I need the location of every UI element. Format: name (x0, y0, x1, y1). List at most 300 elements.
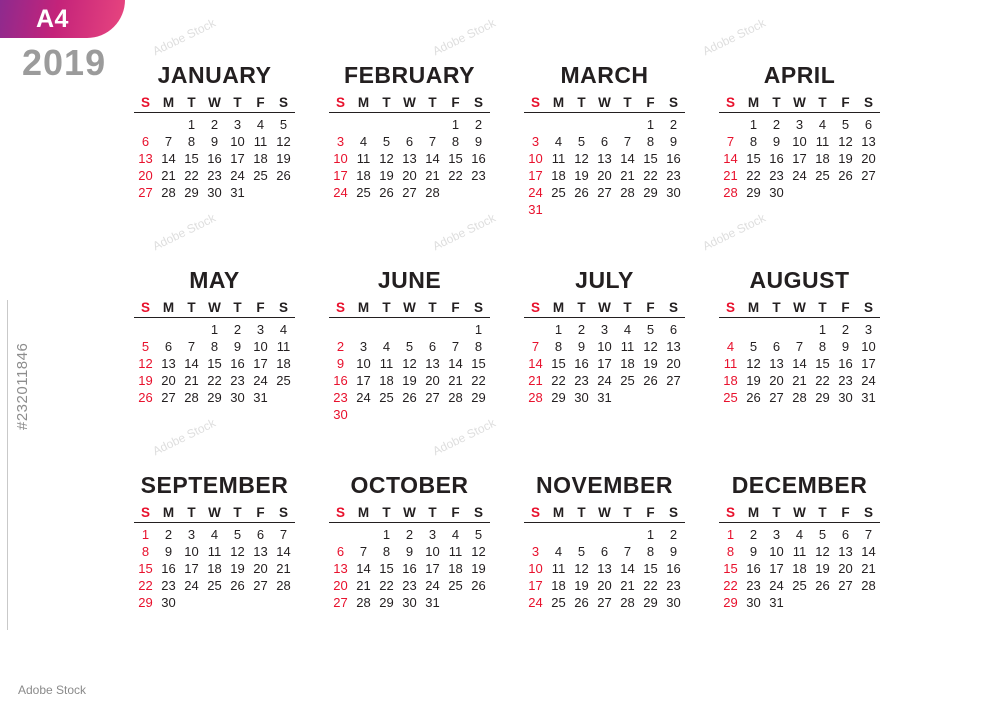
weekday-header-cell: T (233, 300, 242, 315)
weekday-header-cell: M (162, 505, 175, 520)
day-cell: 28 (792, 390, 807, 405)
day-cell: 30 (769, 185, 784, 200)
day-cell: 9 (772, 134, 781, 149)
day-cell-empty (375, 116, 398, 133)
weekday-header-cell: W (208, 95, 221, 110)
day-cell: 3 (428, 527, 437, 542)
day-cell: 25 (815, 168, 830, 183)
day-cell: 15 (723, 561, 738, 576)
day-cell: 4 (279, 322, 288, 337)
weekday-header-cell: W (208, 505, 221, 520)
day-cell: 2 (577, 322, 586, 337)
day-cell: 2 (474, 117, 483, 132)
day-cell: 1 (726, 527, 735, 542)
day-cell: 7 (279, 527, 288, 542)
day-cell: 28 (528, 390, 543, 405)
day-cell-empty (352, 116, 375, 133)
day-cell: 10 (792, 134, 807, 149)
day-cell: 24 (792, 168, 807, 183)
day-cell: 21 (528, 373, 543, 388)
weekday-header-cell: F (646, 505, 655, 520)
day-cell: 31 (861, 390, 876, 405)
day-cell: 1 (451, 117, 460, 132)
day-cell: 26 (815, 578, 830, 593)
weekday-header-cell: M (552, 300, 565, 315)
weekday-header-cell: S (140, 300, 150, 315)
day-cell: 26 (574, 185, 589, 200)
day-cell: 17 (769, 561, 784, 576)
day-cell: 13 (666, 339, 681, 354)
weekday-header-cell: F (841, 95, 850, 110)
day-cell: 23 (746, 578, 761, 593)
day-cell: 8 (141, 544, 150, 559)
day-cell-empty (524, 321, 547, 338)
day-cell: 12 (402, 356, 417, 371)
day-cell: 27 (253, 578, 268, 593)
month-title: OCTOBER (350, 472, 469, 498)
day-cell: 21 (276, 561, 291, 576)
month-title: NOVEMBER (536, 472, 673, 498)
day-cell-empty (788, 321, 811, 338)
day-cell: 28 (620, 595, 635, 610)
weekday-header-cell: W (598, 300, 611, 315)
day-cell: 20 (838, 561, 853, 576)
watermark-text: Adobe Stock (430, 15, 498, 59)
day-cell: 7 (187, 339, 196, 354)
day-cell: 17 (184, 561, 199, 576)
day-cell: 25 (723, 390, 738, 405)
weekday-header-cell: T (577, 95, 586, 110)
day-cell: 12 (574, 561, 589, 576)
day-cell: 21 (620, 168, 635, 183)
day-cell: 24 (333, 185, 348, 200)
day-cell: 11 (356, 151, 371, 166)
day-cell: 30 (746, 595, 761, 610)
day-cell-empty (593, 116, 616, 133)
day-cell: 12 (379, 151, 394, 166)
weekday-header-cell: S (725, 95, 735, 110)
day-cell: 30 (161, 595, 176, 610)
day-cell: 6 (600, 134, 609, 149)
day-cell: 6 (405, 134, 414, 149)
days-grid (329, 526, 490, 611)
day-cell: 15 (471, 356, 486, 371)
day-cell: 19 (815, 561, 830, 576)
day-cell: 26 (230, 578, 245, 593)
day-cell: 22 (723, 578, 738, 593)
day-cell: 31 (425, 595, 440, 610)
day-cell: 19 (746, 373, 761, 388)
day-cell: 19 (574, 168, 589, 183)
day-cell: 7 (451, 339, 460, 354)
day-cell: 9 (233, 339, 242, 354)
day-cell: 20 (769, 373, 784, 388)
day-cell-empty (421, 321, 444, 338)
day-cell-empty (329, 116, 352, 133)
day-cell: 21 (861, 561, 876, 576)
day-cell: 21 (356, 578, 371, 593)
weekday-header-row (524, 505, 685, 523)
day-cell: 3 (772, 527, 781, 542)
weekday-header-cell: S (335, 300, 345, 315)
days-grid (329, 321, 490, 423)
weekday-header-cell: W (793, 505, 806, 520)
day-cell: 10 (253, 339, 268, 354)
day-cell: 21 (620, 578, 635, 593)
day-cell: 13 (597, 151, 612, 166)
day-cell: 15 (643, 151, 658, 166)
day-cell: 15 (184, 151, 199, 166)
weekday-header-cell: W (403, 95, 416, 110)
weekday-header-cell: T (382, 300, 391, 315)
day-cell: 8 (187, 134, 196, 149)
day-cell: 22 (471, 373, 486, 388)
day-cell: 14 (620, 151, 635, 166)
day-cell: 1 (382, 527, 391, 542)
weekday-header-cell: F (451, 300, 460, 315)
day-cell: 25 (207, 578, 222, 593)
day-cell: 6 (256, 527, 265, 542)
day-cell: 29 (184, 185, 199, 200)
day-cell-empty (398, 116, 421, 133)
day-cell: 22 (643, 168, 658, 183)
day-cell: 17 (528, 578, 543, 593)
weekday-header-cell: T (818, 95, 827, 110)
weekday-header-cell: S (863, 505, 873, 520)
day-cell: 30 (838, 390, 853, 405)
watermark-asset-id: #232011846 (14, 342, 31, 430)
day-cell: 16 (230, 356, 245, 371)
day-cell: 12 (838, 134, 853, 149)
weekday-header-cell: M (552, 95, 565, 110)
day-cell: 2 (164, 527, 173, 542)
day-cell: 23 (161, 578, 176, 593)
day-cell: 7 (359, 544, 368, 559)
weekday-header-cell: F (256, 95, 265, 110)
weekday-header-row (719, 505, 880, 523)
day-cell: 13 (402, 151, 417, 166)
day-cell: 27 (402, 185, 417, 200)
weekday-header-cell: S (278, 95, 288, 110)
day-cell: 18 (207, 561, 222, 576)
day-cell: 13 (597, 561, 612, 576)
day-cell: 25 (448, 578, 463, 593)
month-title: DECEMBER (731, 472, 868, 498)
days-grid (134, 116, 295, 201)
day-cell-empty (593, 526, 616, 543)
day-cell: 13 (253, 544, 268, 559)
day-cell: 6 (864, 117, 873, 132)
day-cell: 28 (425, 185, 440, 200)
weekday-header-cell: T (623, 300, 632, 315)
day-cell: 7 (864, 527, 873, 542)
day-cell-empty (134, 116, 157, 133)
day-cell: 28 (276, 578, 291, 593)
day-cell: 2 (772, 117, 781, 132)
day-cell: 22 (746, 168, 761, 183)
weekday-header-cell: M (162, 300, 175, 315)
day-cell: 7 (428, 134, 437, 149)
day-cell: 3 (187, 527, 196, 542)
day-cell: 5 (818, 527, 827, 542)
day-cell: 8 (749, 134, 758, 149)
day-cell: 14 (425, 151, 440, 166)
day-cell: 7 (531, 339, 540, 354)
day-cell: 11 (253, 134, 268, 149)
day-cell: 16 (746, 561, 761, 576)
day-cell: 9 (749, 544, 758, 559)
day-cell: 25 (276, 373, 291, 388)
day-cell: 27 (666, 373, 681, 388)
weekday-header-row (524, 95, 685, 113)
day-cell: 24 (230, 168, 245, 183)
day-cell: 20 (253, 561, 268, 576)
month-block (118, 62, 313, 267)
day-cell: 23 (838, 373, 853, 388)
month-title: JULY (575, 267, 634, 293)
weekday-header-cell: T (818, 300, 827, 315)
day-cell: 19 (138, 373, 153, 388)
day-cell: 20 (861, 151, 876, 166)
day-cell: 23 (574, 373, 589, 388)
day-cell: 29 (379, 595, 394, 610)
day-cell: 11 (207, 544, 222, 559)
day-cell: 22 (551, 373, 566, 388)
day-cell: 18 (815, 151, 830, 166)
day-cell: 20 (161, 373, 176, 388)
day-cell: 3 (359, 339, 368, 354)
day-cell: 5 (279, 117, 288, 132)
day-cell: 25 (620, 373, 635, 388)
day-cell: 4 (451, 527, 460, 542)
day-cell: 8 (474, 339, 483, 354)
day-cell: 2 (749, 527, 758, 542)
day-cell: 12 (230, 544, 245, 559)
weekday-header-cell: S (335, 95, 345, 110)
month-title: JANUARY (157, 62, 272, 88)
day-cell: 29 (643, 185, 658, 200)
weekday-header-cell: S (530, 505, 540, 520)
weekday-header-cell: M (747, 95, 760, 110)
day-cell: 17 (230, 151, 245, 166)
weekday-header-cell: F (256, 505, 265, 520)
day-cell: 29 (138, 595, 153, 610)
day-cell: 3 (531, 134, 540, 149)
day-cell: 16 (161, 561, 176, 576)
day-cell-empty (329, 321, 352, 338)
month-block (508, 62, 703, 267)
day-cell: 10 (184, 544, 199, 559)
day-cell: 19 (471, 561, 486, 576)
day-cell: 27 (333, 595, 348, 610)
day-cell: 8 (451, 134, 460, 149)
day-cell: 22 (643, 578, 658, 593)
day-cell: 25 (356, 185, 371, 200)
day-cell: 2 (669, 117, 678, 132)
day-cell: 27 (138, 185, 153, 200)
day-cell: 6 (600, 544, 609, 559)
day-cell: 29 (815, 390, 830, 405)
day-cell: 9 (164, 544, 173, 559)
month-block (703, 62, 898, 267)
month-title: SEPTEMBER (140, 472, 289, 498)
day-cell: 29 (746, 185, 761, 200)
day-cell: 21 (161, 168, 176, 183)
day-cell-empty (765, 321, 788, 338)
day-cell: 26 (643, 373, 658, 388)
day-cell: 4 (726, 339, 735, 354)
days-grid (719, 116, 880, 201)
day-cell: 8 (818, 339, 827, 354)
day-cell: 26 (402, 390, 417, 405)
day-cell: 29 (643, 595, 658, 610)
day-cell: 9 (336, 356, 345, 371)
day-cell: 29 (471, 390, 486, 405)
day-cell: 10 (356, 356, 371, 371)
day-cell: 5 (382, 134, 391, 149)
day-cell: 16 (471, 151, 486, 166)
day-cell: 11 (551, 151, 566, 166)
weekday-header-cell: S (473, 95, 483, 110)
day-cell: 4 (256, 117, 265, 132)
day-cell: 18 (792, 561, 807, 576)
day-cell: 5 (405, 339, 414, 354)
month-block (118, 267, 313, 472)
weekday-header-cell: W (598, 95, 611, 110)
day-cell: 25 (551, 185, 566, 200)
day-cell: 9 (841, 339, 850, 354)
day-cell-empty (547, 526, 570, 543)
days-grid (134, 526, 295, 611)
day-cell: 29 (207, 390, 222, 405)
day-cell: 12 (276, 134, 291, 149)
day-cell: 7 (164, 134, 173, 149)
weekday-header-cell: T (623, 95, 632, 110)
watermark-text: Adobe Stock (150, 415, 218, 459)
day-cell: 30 (666, 185, 681, 200)
day-cell: 5 (577, 544, 586, 559)
day-cell: 31 (528, 202, 543, 217)
day-cell: 7 (795, 339, 804, 354)
weekday-header-cell: S (863, 300, 873, 315)
day-cell: 23 (230, 373, 245, 388)
weekday-header-cell: F (646, 300, 655, 315)
day-cell-empty (547, 116, 570, 133)
day-cell: 14 (356, 561, 371, 576)
weekday-header-cell: T (623, 505, 632, 520)
day-cell: 30 (402, 595, 417, 610)
day-cell: 10 (597, 339, 612, 354)
day-cell: 10 (230, 134, 245, 149)
day-cell: 16 (666, 151, 681, 166)
day-cell: 23 (666, 168, 681, 183)
day-cell: 10 (528, 151, 543, 166)
day-cell: 25 (253, 168, 268, 183)
watermark-footer-label: Adobe Stock (18, 683, 87, 697)
day-cell: 26 (276, 168, 291, 183)
day-cell: 23 (471, 168, 486, 183)
day-cell: 14 (448, 356, 463, 371)
day-cell: 31 (230, 185, 245, 200)
days-grid (524, 116, 685, 218)
day-cell: 6 (141, 134, 150, 149)
day-cell: 23 (402, 578, 417, 593)
weekday-header-cell: F (451, 95, 460, 110)
day-cell: 29 (723, 595, 738, 610)
day-cell: 19 (230, 561, 245, 576)
weekday-header-cell: T (428, 95, 437, 110)
weekday-header-cell: W (403, 505, 416, 520)
weekday-header-cell: T (772, 505, 781, 520)
day-cell: 1 (141, 527, 150, 542)
day-cell: 23 (333, 390, 348, 405)
weekday-header-cell: W (793, 300, 806, 315)
day-cell: 28 (356, 595, 371, 610)
day-cell: 9 (669, 134, 678, 149)
day-cell: 2 (669, 527, 678, 542)
day-cell: 26 (471, 578, 486, 593)
month-block (118, 472, 313, 677)
day-cell: 28 (620, 185, 635, 200)
day-cell: 25 (379, 390, 394, 405)
day-cell-empty (570, 526, 593, 543)
day-cell: 16 (838, 356, 853, 371)
weekday-header-row (134, 505, 295, 523)
day-cell: 17 (528, 168, 543, 183)
day-cell-empty (398, 321, 421, 338)
day-cell: 23 (666, 578, 681, 593)
day-cell: 28 (723, 185, 738, 200)
weekday-header-row (134, 95, 295, 113)
watermark-divider-line (7, 300, 8, 630)
day-cell: 13 (333, 561, 348, 576)
day-cell: 15 (746, 151, 761, 166)
day-cell: 1 (554, 322, 563, 337)
watermark-text: Adobe Stock (150, 210, 218, 254)
day-cell: 14 (792, 356, 807, 371)
weekday-header-cell: S (668, 300, 678, 315)
day-cell: 20 (597, 168, 612, 183)
day-cell: 12 (574, 151, 589, 166)
day-cell: 4 (818, 117, 827, 132)
day-cell-empty (180, 321, 203, 338)
day-cell: 13 (861, 134, 876, 149)
weekday-header-cell: F (646, 95, 655, 110)
day-cell: 19 (379, 168, 394, 183)
weekday-header-cell: S (668, 505, 678, 520)
day-cell: 24 (425, 578, 440, 593)
weekday-header-cell: T (577, 505, 586, 520)
weekday-header-cell: S (530, 95, 540, 110)
day-cell: 15 (207, 356, 222, 371)
weekday-header-cell: S (278, 300, 288, 315)
day-cell: 30 (207, 185, 222, 200)
day-cell: 16 (207, 151, 222, 166)
day-cell: 24 (597, 373, 612, 388)
day-cell: 26 (574, 595, 589, 610)
day-cell: 9 (669, 544, 678, 559)
day-cell-empty (524, 526, 547, 543)
day-cell: 14 (161, 151, 176, 166)
weekday-header-cell: T (187, 300, 196, 315)
weekday-header-cell: T (187, 505, 196, 520)
day-cell: 3 (531, 544, 540, 559)
weekday-header-cell: S (473, 505, 483, 520)
day-cell: 15 (448, 151, 463, 166)
day-cell: 1 (818, 322, 827, 337)
day-cell: 11 (723, 356, 738, 371)
days-grid (719, 321, 880, 406)
